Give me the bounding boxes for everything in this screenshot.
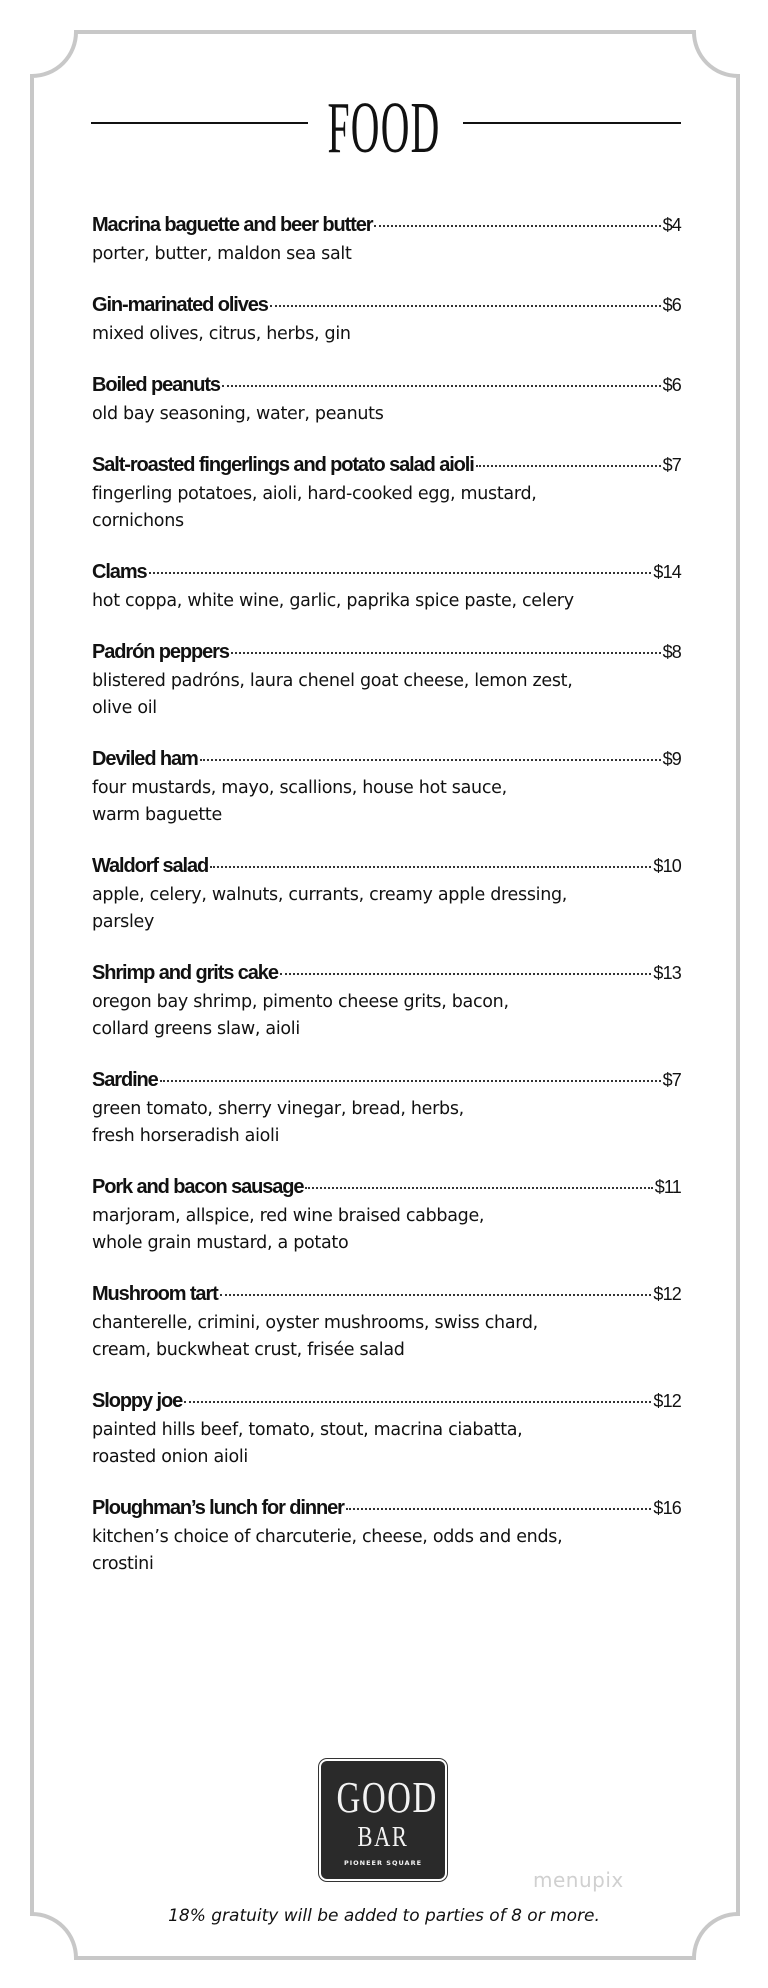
menu-item-name: Clams: [92, 561, 147, 583]
description-line: crostini: [92, 1554, 154, 1574]
menu-item-price: $10: [653, 856, 681, 876]
menu-item-header: [92, 855, 681, 882]
menu-item-name: Gin-marinated olives: [92, 294, 268, 316]
menu-item-name: Pork and bacon sausage: [92, 1176, 304, 1198]
logo-good-text: GOOD: [336, 1773, 438, 1822]
description-line: old bay seasoning, water, peanuts: [92, 404, 384, 424]
gratuity-note: 18% gratuity will be added to parties of 8 or more.: [168, 1906, 600, 1926]
description-line: porter, butter, maldon sea salt: [92, 244, 352, 264]
menu-item-price: $11: [654, 1177, 681, 1197]
description-line: hot coppa, white wine, garlic, paprika spice paste, celery: [92, 591, 574, 611]
menu-item-header: [92, 294, 681, 321]
menu-item-description: [92, 775, 681, 829]
menu-item-price: $6: [662, 375, 681, 395]
menu-item: [92, 294, 681, 348]
menu-item-description: [92, 1310, 681, 1364]
menu-item-name: Boiled peanuts: [92, 374, 220, 396]
description-line: cream, buckwheat crust, frisée salad: [92, 1340, 405, 1360]
menu-item-name: Waldorf salad: [92, 855, 209, 877]
good-bar-logo: [321, 1761, 445, 1879]
dotted-leader: [231, 652, 661, 654]
menu-item-header: [92, 1497, 681, 1524]
description-line: blistered padróns, laura chenel goat cheese, lemon zest,: [92, 671, 573, 691]
description-line: marjoram, allspice, red wine braised cabbage,: [92, 1206, 485, 1226]
dotted-leader: [210, 866, 651, 868]
menu-item-name: Sloppy joe: [92, 1390, 183, 1412]
menu-item-price: $7: [662, 455, 681, 475]
menu-item: [92, 855, 681, 936]
menu-item: [92, 454, 681, 535]
menu-item-price: $16: [653, 1498, 681, 1518]
dotted-leader: [346, 1508, 652, 1510]
watermark: menupix: [533, 1868, 624, 1892]
description-line: green tomato, sherry vinegar, bread, herbs,: [92, 1099, 464, 1119]
menu-item-header: [92, 748, 681, 775]
description-line: four mustards, mayo, scallions, house hot sauce,: [92, 778, 507, 798]
menu-item-header: [92, 641, 681, 668]
description-line: chanterelle, crimini, oyster mushrooms, swiss chard,: [92, 1313, 538, 1333]
dotted-leader: [220, 1294, 652, 1296]
description-line: fresh horseradish aioli: [92, 1126, 280, 1146]
dotted-leader: [280, 973, 652, 975]
menu-item-name: Mushroom tart: [92, 1283, 218, 1305]
dotted-leader: [184, 1401, 651, 1403]
menu-item-price: $14: [653, 562, 681, 582]
description-line: painted hills beef, tomato, stout, macrina ciabatta,: [92, 1420, 523, 1440]
logo-bar-text: BAR: [357, 1822, 409, 1853]
dotted-leader: [160, 1080, 661, 1082]
menu-item: [92, 1176, 681, 1257]
dotted-leader: [222, 385, 661, 387]
description-line: apple, celery, walnuts, currants, creamy apple dressing,: [92, 885, 568, 905]
dotted-leader: [270, 305, 661, 307]
dotted-leader: [305, 1187, 652, 1189]
menu-item-header: [92, 454, 681, 481]
menu-item-name: Deviled ham: [92, 748, 198, 770]
menu-item-name: Sardine: [92, 1069, 158, 1091]
menu-item-price: $13: [653, 963, 681, 983]
menu-item-header: [92, 214, 681, 241]
menu-item-description: [92, 1096, 681, 1150]
menu-item: [92, 374, 681, 428]
description-line: parsley: [92, 912, 155, 932]
description-line: collard greens slaw, aioli: [92, 1019, 300, 1039]
menu-item: [92, 641, 681, 722]
menu-item: [92, 748, 681, 829]
description-line: fingerling potatoes, aioli, hard-cooked egg, mustard,: [92, 484, 537, 504]
menu-item-name: Padrón peppers: [92, 641, 229, 663]
menu-item-header: [92, 1069, 681, 1096]
menu-item-price: $9: [662, 749, 681, 769]
menu-item-price: $12: [653, 1391, 681, 1411]
description-line: mixed olives, citrus, herbs, gin: [92, 324, 351, 344]
dotted-leader: [149, 572, 652, 574]
menu-item-description: [92, 481, 681, 535]
menu-item-description: [92, 882, 681, 936]
menu-list: [92, 214, 681, 1604]
description-line: kitchen’s choice of charcuterie, cheese, odds and ends,: [92, 1527, 563, 1547]
menu-item-name: Shrimp and grits cake: [92, 962, 278, 984]
menu-item-header: [92, 1390, 681, 1417]
menu-item-name: Ploughman’s lunch for dinner: [92, 1497, 344, 1519]
menu-item-description: [92, 241, 681, 268]
description-line: cornichons: [92, 511, 184, 531]
menu-item-price: $12: [653, 1284, 681, 1304]
menu-item-description: [92, 1524, 681, 1578]
menu-item-description: [92, 1417, 681, 1471]
menu-item-header: [92, 374, 681, 401]
menu-item-price: $8: [662, 642, 681, 662]
menu-item-description: [92, 588, 681, 615]
menu-item-header: [92, 962, 681, 989]
logo-subtitle: PIONEER SQUARE: [343, 1859, 423, 1867]
description-line: whole grain mustard, a potato: [92, 1233, 349, 1253]
dotted-leader: [476, 465, 661, 467]
dotted-leader: [374, 225, 660, 227]
menu-item-price: $7: [662, 1070, 681, 1090]
menu-item: [92, 1283, 681, 1364]
dotted-leader: [200, 759, 661, 761]
menu-item-description: [92, 989, 681, 1043]
description-line: olive oil: [92, 698, 157, 718]
menu-item: [92, 962, 681, 1043]
menu-item: [92, 1390, 681, 1471]
description-line: warm baguette: [92, 805, 222, 825]
menu-item-description: [92, 1203, 681, 1257]
menu-item-name: Macrina baguette and beer butter: [92, 214, 373, 236]
menu-item: [92, 561, 681, 615]
menu-item: [92, 1069, 681, 1150]
page-title: FOOD: [327, 86, 441, 169]
menu-item-price: $6: [662, 295, 681, 315]
menu-item-description: [92, 401, 681, 428]
description-line: roasted onion aioli: [92, 1447, 248, 1467]
menu-item-header: [92, 1176, 681, 1203]
description-line: oregon bay shrimp, pimento cheese grits, bacon,: [92, 992, 509, 1012]
menu-item-header: [92, 1283, 681, 1310]
menu-item-name: Salt-roasted fingerlings and potato salad aioli: [92, 454, 474, 476]
menu-item: [92, 1497, 681, 1578]
menu-item-price: $4: [662, 215, 681, 235]
menu-item-description: [92, 668, 681, 722]
menu-item-description: [92, 321, 681, 348]
menu-item-header: [92, 561, 681, 588]
menu-item: [92, 214, 681, 268]
